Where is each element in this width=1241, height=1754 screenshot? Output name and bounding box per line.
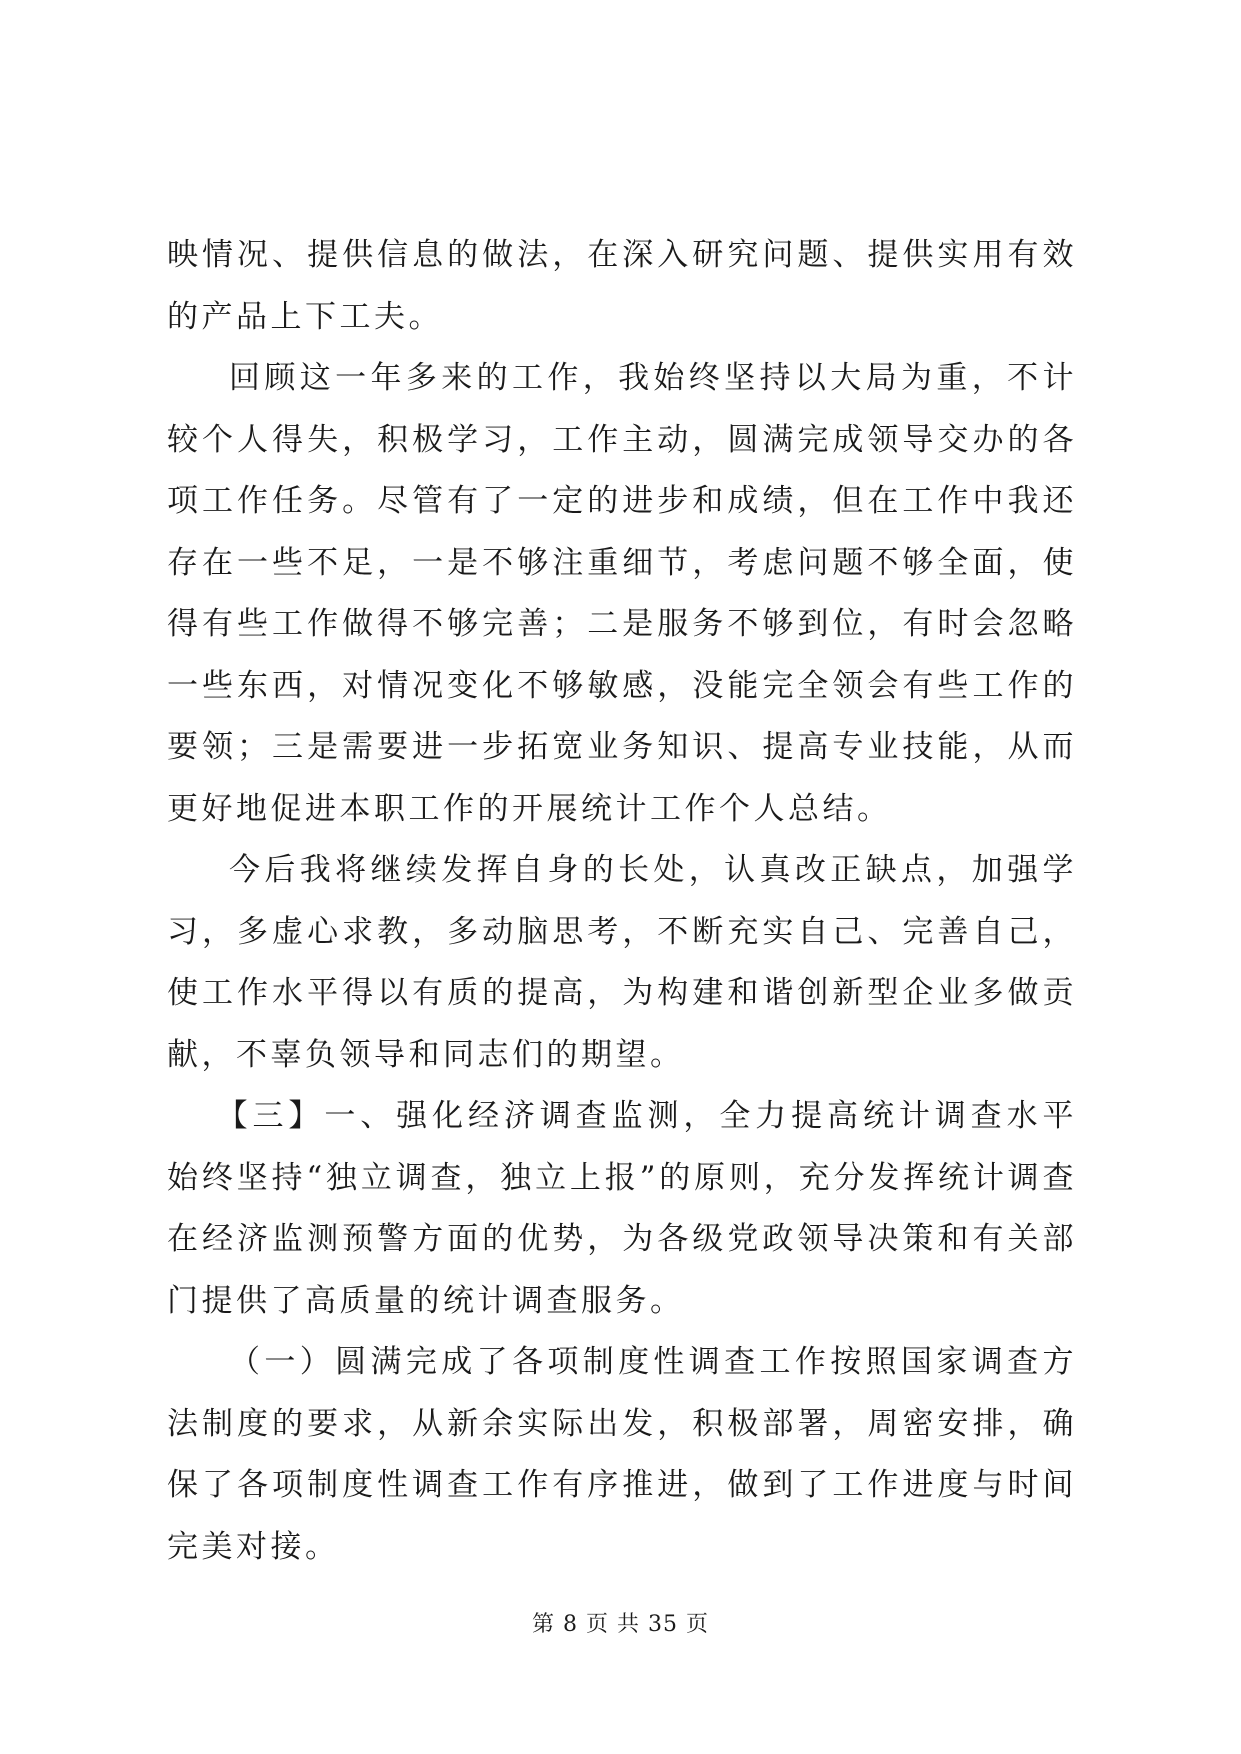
paragraph-subsection-one: （一）圆满完成了各项制度性调查工作按照国家调查方法制度的要求，从新余实际出发，积极部署，周密安排，确保了各项制度性调查工作有序推进，做到了工作进度与时间完美对接。	[167, 1344, 1077, 1565]
paragraph-section-three: 【三】一、强化经济调查监测，全力提高统计调查水平始终坚持“独立调查，独立上报”的原则，充分发挥统计调查在经济监测预警方面的优势，为各级党政领导决策和有关部门提供了高质量的统计调查服务。	[167, 1098, 1077, 1319]
page-number-footer: 第 8 页 共 35 页	[532, 1612, 709, 1637]
paragraph-future: 今后我将继续发挥自身的长处，认真改正缺点，加强学习，多虚心求教，多动脑思考，不断充实自己、完善自己，使工作水平得以有质的提高，为构建和谐创新型企业多做贡献，不辜负领导和同志们的期望。	[167, 852, 1077, 1073]
document-body	[167, 225, 1077, 1578]
paragraph-continuation: 映情况、提供信息的做法，在深入研究问题、提供实用有效的产品上下工夫。	[167, 237, 1077, 335]
paragraph-review: 回顾这一年多来的工作，我始终坚持以大局为重，不计较个人得失，积极学习，工作主动，圆满完成领导交办的各项工作任务。尽管有了一定的进步和成绩，但在工作中我还存在一些不足，一是不够注重细节，考虑问题不够全面，使得有些工作做得不够完善；二是服务不够到位，有时会忽略一些东西，对情况变化不够敏感，没能完全领会有些工作的要领；三是需要进一步拓宽业务知识、提高专业技能，从而更好地促进本职工作的开展统计工作个人总结。	[167, 360, 1077, 827]
